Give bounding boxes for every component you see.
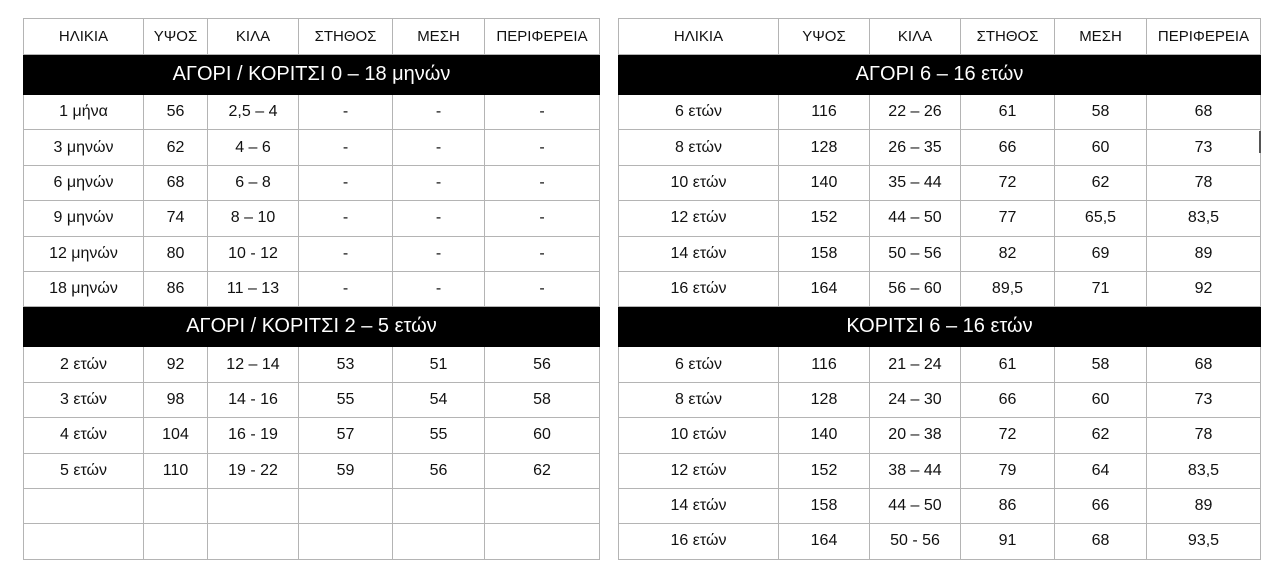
chest-cell: 91: [961, 524, 1055, 559]
chest-cell: 77: [961, 201, 1055, 236]
waist-cell: 60: [1055, 382, 1147, 417]
circumference-cell: -: [485, 95, 600, 130]
waist-cell: -: [393, 130, 485, 165]
height-cell: 86: [144, 271, 208, 306]
age-cell: 6 μηνών: [24, 165, 144, 200]
section-header-row: [24, 307, 600, 347]
circumference-cell: 73: [1147, 382, 1261, 417]
table-row: [619, 236, 1261, 271]
circumference-cell: -: [485, 201, 600, 236]
chest-cell: 79: [961, 453, 1055, 488]
table-row: [619, 488, 1261, 523]
weight-cell: 19 - 22: [208, 453, 299, 488]
section-header-row: [619, 55, 1261, 95]
height-cell: [144, 488, 208, 523]
circumference-cell: 60: [485, 418, 600, 453]
chest-cell: [299, 524, 393, 559]
age-cell: 6 ετών: [619, 95, 779, 130]
circumference-cell: -: [485, 271, 600, 306]
height-cell: 74: [144, 201, 208, 236]
table-row: [619, 453, 1261, 488]
age-cell: [24, 488, 144, 523]
table-row: [24, 347, 600, 382]
section-header-row: [24, 55, 600, 95]
age-cell: 8 ετών: [619, 382, 779, 417]
chest-cell: 72: [961, 418, 1055, 453]
section-title-boys: ΑΓΟΡΙ 6 – 16 ετών: [619, 55, 1261, 95]
waist-cell: 58: [1055, 347, 1147, 382]
height-cell: 164: [779, 524, 870, 559]
height-cell: 56: [144, 95, 208, 130]
circumference-cell: 62: [485, 453, 600, 488]
circumference-cell: 89: [1147, 236, 1261, 271]
chest-cell: 66: [961, 130, 1055, 165]
waist-cell: [393, 488, 485, 523]
chest-cell: 59: [299, 453, 393, 488]
age-cell: 9 μηνών: [24, 201, 144, 236]
table-row: [24, 453, 600, 488]
chest-cell: 82: [961, 236, 1055, 271]
chest-cell: 89,5: [961, 271, 1055, 306]
table-row: [24, 130, 600, 165]
weight-cell: 22 – 26: [870, 95, 961, 130]
waist-cell: 51: [393, 347, 485, 382]
section-title-infants: ΑΓΟΡΙ / ΚΟΡΙΤΣΙ 0 – 18 μηνών: [24, 55, 600, 95]
size-table-left: [23, 18, 600, 560]
table-row: [619, 524, 1261, 559]
table-row: [24, 236, 600, 271]
header-row: [619, 19, 1261, 55]
waist-cell: 68: [1055, 524, 1147, 559]
header-weight: ΚΙΛΑ: [208, 19, 299, 55]
circumference-cell: 92: [1147, 271, 1261, 306]
waist-cell: -: [393, 236, 485, 271]
header-age: ΗΛΙΚΙΑ: [619, 19, 779, 55]
height-cell: 68: [144, 165, 208, 200]
age-cell: 2 ετών: [24, 347, 144, 382]
header-waist: ΜΕΣΗ: [1055, 19, 1147, 55]
age-cell: 16 ετών: [619, 524, 779, 559]
circumference-cell: 83,5: [1147, 453, 1261, 488]
header-height: ΥΨΟΣ: [779, 19, 870, 55]
chest-cell: 72: [961, 165, 1055, 200]
chest-cell: -: [299, 130, 393, 165]
table-row: [24, 95, 600, 130]
weight-cell: 35 – 44: [870, 165, 961, 200]
weight-cell: 20 – 38: [870, 418, 961, 453]
header-row: [24, 19, 600, 55]
height-cell: 158: [779, 236, 870, 271]
waist-cell: 62: [1055, 165, 1147, 200]
chest-cell: 86: [961, 488, 1055, 523]
weight-cell: 4 – 6: [208, 130, 299, 165]
waist-cell: [393, 524, 485, 559]
weight-cell: 8 – 10: [208, 201, 299, 236]
header-weight: ΚΙΛΑ: [870, 19, 961, 55]
weight-cell: 56 – 60: [870, 271, 961, 306]
circumference-cell: 58: [485, 382, 600, 417]
waist-cell: 66: [1055, 488, 1147, 523]
weight-cell: 50 - 56: [870, 524, 961, 559]
height-cell: [144, 524, 208, 559]
waist-cell: 54: [393, 382, 485, 417]
weight-cell: 12 – 14: [208, 347, 299, 382]
section-title-toddlers: ΑΓΟΡΙ / ΚΟΡΙΤΣΙ 2 – 5 ετών: [24, 307, 600, 347]
height-cell: 98: [144, 382, 208, 417]
circumference-cell: 78: [1147, 165, 1261, 200]
age-cell: 14 ετών: [619, 488, 779, 523]
circumference-cell: -: [485, 165, 600, 200]
height-cell: 140: [779, 165, 870, 200]
age-cell: 16 ετών: [619, 271, 779, 306]
weight-cell: 2,5 – 4: [208, 95, 299, 130]
weight-cell: 38 – 44: [870, 453, 961, 488]
section-body-boys: [619, 95, 1261, 307]
table-row: [619, 95, 1261, 130]
age-cell: 1 μήνα: [24, 95, 144, 130]
height-cell: 140: [779, 418, 870, 453]
size-table-right: [618, 18, 1261, 560]
height-cell: 116: [779, 95, 870, 130]
height-cell: 164: [779, 271, 870, 306]
table-row: [24, 524, 600, 559]
age-cell: [24, 524, 144, 559]
header-circumference: ΠΕΡΙΦΕΡΕΙΑ: [1147, 19, 1261, 55]
waist-cell: 64: [1055, 453, 1147, 488]
header-height: ΥΨΟΣ: [144, 19, 208, 55]
table-row: [24, 382, 600, 417]
weight-cell: 10 - 12: [208, 236, 299, 271]
waist-cell: 69: [1055, 236, 1147, 271]
circumference-cell: 78: [1147, 418, 1261, 453]
height-cell: 152: [779, 453, 870, 488]
table-row: [24, 488, 600, 523]
circumference-cell: 89: [1147, 488, 1261, 523]
circumference-cell: 68: [1147, 347, 1261, 382]
age-cell: 12 μηνών: [24, 236, 144, 271]
waist-cell: 71: [1055, 271, 1147, 306]
circumference-cell: -: [485, 236, 600, 271]
age-cell: 5 ετών: [24, 453, 144, 488]
table-row: [619, 271, 1261, 306]
section-body-girls: [619, 347, 1261, 559]
waist-cell: 62: [1055, 418, 1147, 453]
circumference-cell: -: [485, 130, 600, 165]
circumference-cell: 83,5: [1147, 201, 1261, 236]
weight-cell: 16 - 19: [208, 418, 299, 453]
age-cell: 12 ετών: [619, 201, 779, 236]
header-chest: ΣΤΗΘΟΣ: [299, 19, 393, 55]
text-cursor-marker: [1259, 131, 1261, 153]
chest-cell: -: [299, 95, 393, 130]
table-row: [619, 130, 1261, 165]
height-cell: 128: [779, 130, 870, 165]
circumference-cell: 68: [1147, 95, 1261, 130]
circumference-cell: 73: [1147, 130, 1261, 165]
weight-cell: 6 – 8: [208, 165, 299, 200]
weight-cell: 26 – 35: [870, 130, 961, 165]
table-row: [619, 201, 1261, 236]
waist-cell: 55: [393, 418, 485, 453]
table-row: [619, 382, 1261, 417]
weight-cell: 11 – 13: [208, 271, 299, 306]
height-cell: 116: [779, 347, 870, 382]
chest-cell: -: [299, 236, 393, 271]
waist-cell: 65,5: [1055, 201, 1147, 236]
chest-cell: 61: [961, 347, 1055, 382]
table-row: [619, 347, 1261, 382]
weight-cell: 44 – 50: [870, 488, 961, 523]
table-row: [24, 418, 600, 453]
height-cell: 62: [144, 130, 208, 165]
waist-cell: 58: [1055, 95, 1147, 130]
age-cell: 3 ετών: [24, 382, 144, 417]
chest-cell: 66: [961, 382, 1055, 417]
circumference-cell: 93,5: [1147, 524, 1261, 559]
header-chest: ΣΤΗΘΟΣ: [961, 19, 1055, 55]
age-cell: 10 ετών: [619, 165, 779, 200]
table-row: [24, 201, 600, 236]
waist-cell: -: [393, 95, 485, 130]
chest-cell: [299, 488, 393, 523]
chest-cell: 55: [299, 382, 393, 417]
height-cell: 110: [144, 453, 208, 488]
header-age: ΗΛΙΚΙΑ: [24, 19, 144, 55]
waist-cell: -: [393, 201, 485, 236]
age-cell: 10 ετών: [619, 418, 779, 453]
chest-cell: -: [299, 201, 393, 236]
height-cell: 152: [779, 201, 870, 236]
waist-cell: 60: [1055, 130, 1147, 165]
section-header-row: [619, 307, 1261, 347]
chest-cell: -: [299, 165, 393, 200]
circumference-cell: [485, 524, 600, 559]
height-cell: 80: [144, 236, 208, 271]
age-cell: 12 ετών: [619, 453, 779, 488]
age-cell: 14 ετών: [619, 236, 779, 271]
section-body-infants: [24, 95, 600, 307]
chest-cell: 53: [299, 347, 393, 382]
age-cell: 4 ετών: [24, 418, 144, 453]
weight-cell: [208, 524, 299, 559]
weight-cell: 24 – 30: [870, 382, 961, 417]
weight-cell: 14 - 16: [208, 382, 299, 417]
section-title-girls: ΚΟΡΙΤΣΙ 6 – 16 ετών: [619, 307, 1261, 347]
chest-cell: 61: [961, 95, 1055, 130]
waist-cell: -: [393, 165, 485, 200]
section-body-toddlers: [24, 347, 600, 559]
age-cell: 8 ετών: [619, 130, 779, 165]
weight-cell: [208, 488, 299, 523]
table-row: [619, 418, 1261, 453]
chest-cell: -: [299, 271, 393, 306]
weight-cell: 44 – 50: [870, 201, 961, 236]
waist-cell: 56: [393, 453, 485, 488]
chest-cell: 57: [299, 418, 393, 453]
table-row: [24, 165, 600, 200]
height-cell: 158: [779, 488, 870, 523]
height-cell: 104: [144, 418, 208, 453]
height-cell: 92: [144, 347, 208, 382]
waist-cell: -: [393, 271, 485, 306]
age-cell: 18 μηνών: [24, 271, 144, 306]
age-cell: 3 μηνών: [24, 130, 144, 165]
header-circumference: ΠΕΡΙΦΕΡΕΙΑ: [485, 19, 600, 55]
circumference-cell: 56: [485, 347, 600, 382]
age-cell: 6 ετών: [619, 347, 779, 382]
weight-cell: 50 – 56: [870, 236, 961, 271]
height-cell: 128: [779, 382, 870, 417]
weight-cell: 21 – 24: [870, 347, 961, 382]
header-waist: ΜΕΣΗ: [393, 19, 485, 55]
table-row: [24, 271, 600, 306]
circumference-cell: [485, 488, 600, 523]
table-row: [619, 165, 1261, 200]
